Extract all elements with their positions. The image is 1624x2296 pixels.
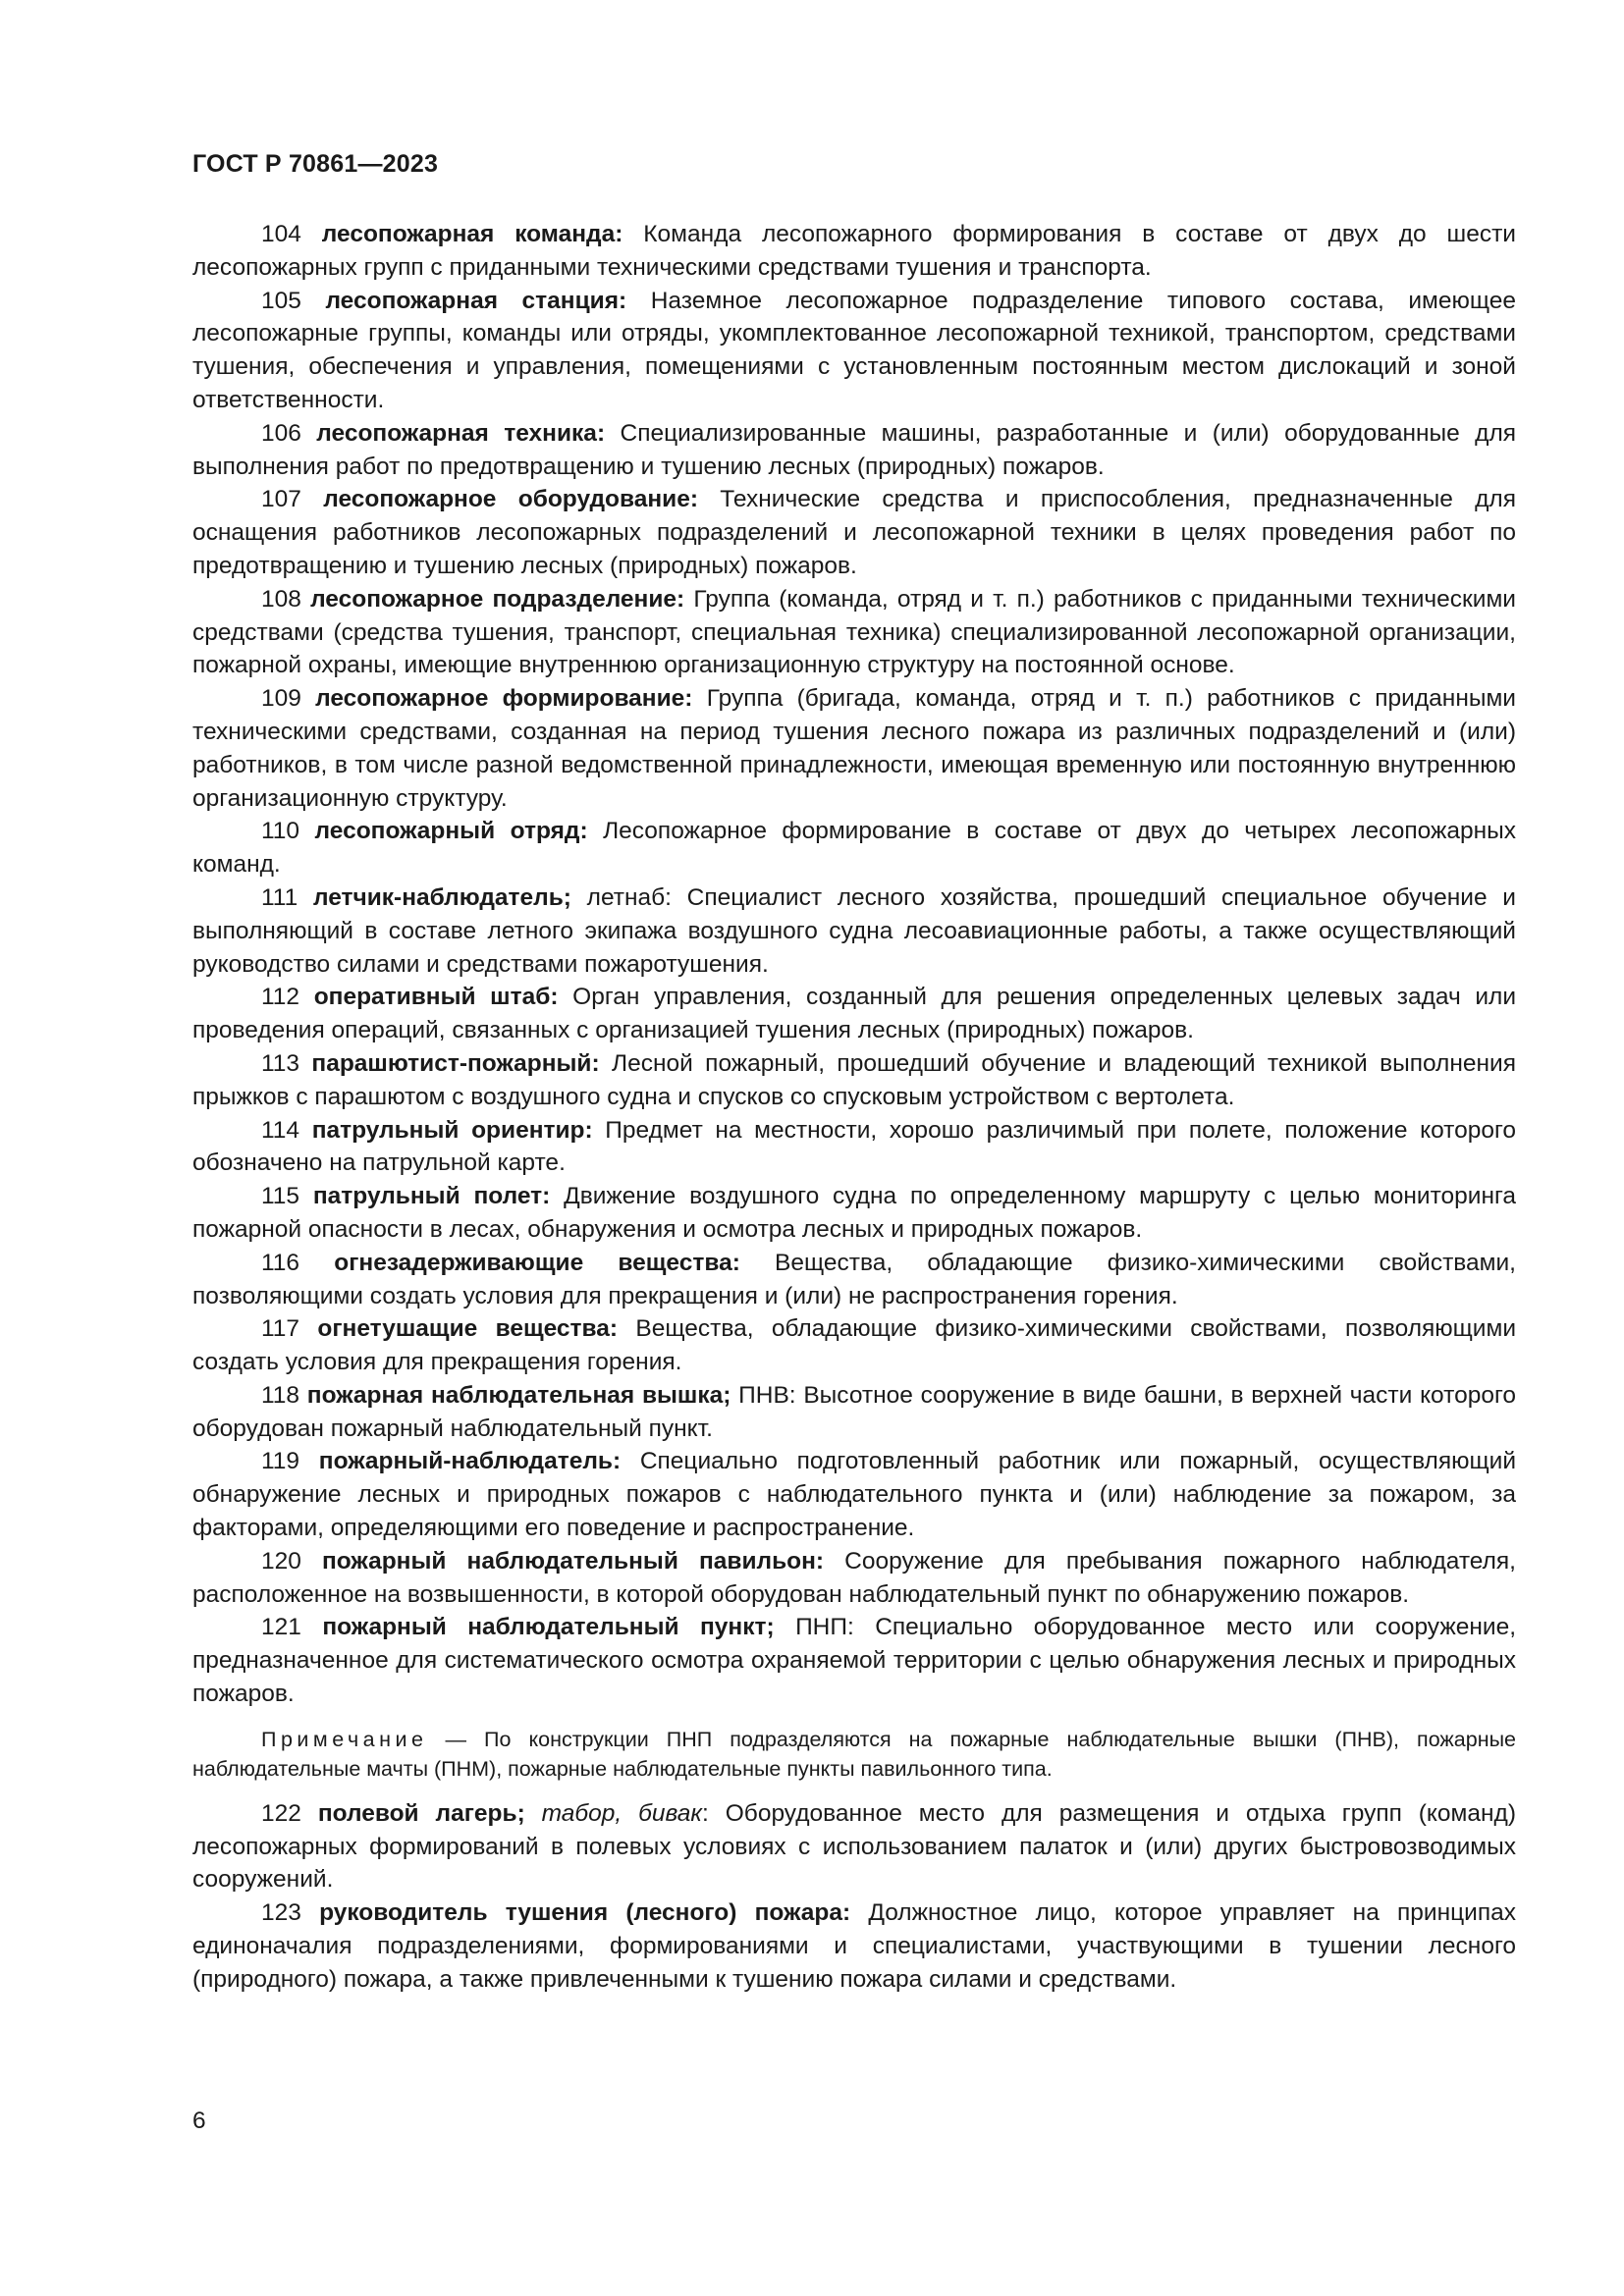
term-separator: : [619,287,627,314]
term-definition: Орган управления, созданный для решения определенных целевых задач или проведения операций, связанных с организацией тушения лесных (природных) пожаров. [192,984,1517,1044]
term-definition: Должностное лицо, которое управляет на принципах единоначалия подразделениями, формированиями и специалистами, участвующими в тушении лесного (природного) пожара, а также привлеченными к тушению пожара силами и средствами. [192,1899,1516,1993]
term-entry-109 [192,682,1516,815]
term-synonym: табор, бивак [524,1799,703,1827]
term-number: 106 [261,419,301,447]
term-definition: Специализированные машины, разработанные и (или) оборудованные для выполнения работ по предотвращению и тушению лесных (природных) пожаров. [192,419,1517,480]
document-id: ГОСТ Р 70861—2023 [192,150,439,178]
term-number: 104 [261,221,301,247]
term-entry-108 [192,583,1516,682]
term-separator: : [841,1899,851,1927]
term-name: пожарная наблюдательная вышка [306,1381,724,1409]
term-number: 110 [261,818,300,845]
note-paragraph [192,1725,1516,1784]
term-name: лесопожарная станция [325,287,620,314]
term-definition: Сооружение для пребывания пожарного наблюдателя, расположенное на возвышенности, в которой оборудован наблюдательный пункт по обнаружению пожаров. [192,1547,1516,1608]
term-definition: Команда лесопожарного формирования в составе от двух до шести лесопожарных групп с приданными техническими средствами тушения и транспорта. [192,221,1516,281]
term-definition: Лесопожарное формирование в составе от двух до четырех лесопожарных команд. [192,818,1516,879]
term-definition: летнаб: Специалист лесного хозяйства, прошедший специальное обучение и выполняющий в составе летного экипажа воздушного судна лесоавиационные работы, а также осуществляющий руководство силами и средствами пожаротушения. [192,883,1516,978]
term-separator: : [609,1315,619,1343]
term-name: лесопожарное оборудование [323,486,690,513]
term-definition: Группа (команда, отряд и т. п.) работников с приданными техническими средствами (средства тушения, транспорт, специальная техника) специализированной лесопожарной организации, пожарной охраны, имеющие внутреннюю организационную структуру на постоянной основе. [192,585,1516,679]
term-separator: : [591,1049,600,1077]
term-entry-106 [192,417,1516,484]
term-number: 119 [261,1448,300,1475]
document-header [192,150,438,179]
term-number: 107 [261,486,301,513]
term-definition: Предмет на местности, хорошо различимый при полете, положение которого обозначено на патрульной карте. [192,1116,1516,1177]
term-definition: Специально подготовленный работник или пожарный, осуществляющий обнаружение лесных и природных пожаров с наблюдательного пункта и (или) наблюдение за пожаром, за факторами, определяющими его поведение и распространение. [192,1448,1516,1542]
term-number: 111 [261,883,298,911]
term-separator: : [550,984,559,1011]
term-number: 116 [261,1249,300,1276]
term-definition: Лесной пожарный, прошедший обучение и владеющий техникой выполнения прыжков с парашютом с воздушного судна и спусков со спусковым устройством с вертолета. [192,1049,1516,1110]
term-separator: : [684,685,693,713]
term-name: огнетушащие вещества [317,1315,610,1343]
term-definition: : Оборудованное место для размещения и отдыха групп (команд) лесопожарных формирований в полевых условиях с использованием палаток и (или) других быстровозводимых сооружений. [192,1799,1517,1894]
term-separator: : [689,486,698,513]
term-definition: Наземное лесопожарное подразделение типового состава, имеющее лесопожарные группы, команды или отряды, укомплектованное лесопожарной техникой, транспортом, средствами тушения, обеспечения и управления, помещениями с установленным постоянным местом дислокаций и зоной ответственности. [192,287,1516,413]
term-separator: ; [563,883,571,911]
term-entry-112 [192,981,1516,1047]
term-separator: ; [516,1799,525,1827]
term-entry-110 [192,815,1516,881]
term-name: пожарный наблюдательный пункт [322,1614,767,1641]
term-number: 118 [261,1381,300,1409]
term-name: пожарный наблюдательный павильон [321,1547,816,1575]
term-separator: : [579,818,588,845]
term-separator: : [584,1116,593,1144]
term-number: 109 [261,685,301,713]
term-name: парашютист-пожарный [311,1049,592,1077]
term-name: патрульный полет [312,1183,543,1210]
term-entry-122 [192,1797,1516,1896]
term-name: оперативный штаб [313,984,551,1011]
term-separator: : [596,419,606,447]
terms-list-122-123 [192,1797,1516,1997]
term-definition: Технические средства и приспособления, предназначенные для оснащения работников лесопожарных подразделений и лесопожарной техники в целях проведения работ по предотвращению и тушению лесных (природных) пожаров. [192,486,1516,579]
term-name: полевой лагерь [317,1799,517,1827]
term-separator: : [542,1183,551,1210]
term-definition: Вещества, обладающие физико-химическими свойствами, позволяющими создать условия для прекращения горения. [192,1315,1517,1376]
terms-section [192,218,1516,1997]
term-name: лесопожарное подразделение [310,585,677,613]
term-name: лесопожарная команда [321,221,616,247]
term-definition: ПНВ: Высотное сооружение в виде башни, в верхней части которого оборудован пожарный наблюдательный пункт. [192,1381,1516,1442]
term-entry-116 [192,1247,1516,1313]
term-name: огнезадерживающие вещества [334,1249,732,1276]
term-number: 121 [261,1614,301,1641]
term-number: 112 [261,984,300,1011]
term-entry-107 [192,483,1516,582]
term-separator: : [612,1448,622,1475]
term-entry-123 [192,1896,1516,1996]
term-entry-113 [192,1047,1516,1114]
term-entry-119 [192,1445,1516,1544]
term-number: 122 [261,1799,301,1827]
term-name: лесопожарный отряд [314,818,580,845]
term-number: 114 [261,1116,300,1144]
page-number: 6 [192,2108,206,2134]
term-entry-121 [192,1611,1516,1710]
term-number: 120 [261,1547,301,1575]
term-name: лесопожарное формирование [315,685,685,713]
term-number: 108 [261,585,301,613]
note-text: — По конструкции ПНП подразделяются на пожарные наблюдательные вышки (ПНВ), пожарные наблюдательные мачты (ПНМ), пожарные наблюдательные пункты павильонного типа. [192,1727,1516,1781]
term-definition: ПНП: Специально оборудованное место или сооружение, предназначенное для систематического осмотра охраняемой территории с целью обнаружения лесных и природных пожаров. [192,1614,1516,1708]
term-number: 113 [261,1049,300,1077]
term-separator: ; [766,1614,775,1641]
term-name: пожарный-наблюдатель [318,1448,613,1475]
term-separator: ; [723,1381,731,1409]
term-number: 123 [261,1899,301,1927]
note-label: Примечание [261,1727,428,1751]
term-entry-111 [192,881,1516,981]
term-entry-120 [192,1545,1516,1612]
term-name: руководитель тушения (лесного) пожара [319,1899,842,1927]
term-name: летчик-наблюдатель [312,883,564,911]
term-separator: : [615,221,623,247]
term-entry-117 [192,1312,1516,1379]
term-number: 115 [261,1183,300,1210]
term-definition: Движение воздушного судна по определенному маршруту с целью мониторинга пожарной опасности в лесах, обнаружения и осмотра лесных и природных пожаров. [192,1183,1517,1243]
terms-list-104-121 [192,218,1516,1711]
term-separator: : [731,1249,740,1276]
term-separator: : [677,585,685,613]
term-name: лесопожарная техника [316,419,597,447]
term-definition: Группа (бригада, команда, отряд и т. п.) работников с приданными техническими средствами, созданная на период тушения лесного пожара из различных подразделений и (или) работников, в том числе разной ведомственной принадлежности, имеющая временную или постоянную внутреннюю организационную структуру. [192,685,1516,812]
term-entry-118 [192,1379,1516,1446]
term-number: 105 [261,287,301,314]
term-entry-104 [192,218,1516,285]
term-name: патрульный ориентир [311,1116,585,1144]
term-entry-114 [192,1114,1516,1181]
term-entry-105 [192,285,1516,417]
term-definition: Вещества, обладающие физико-химическими свойствами, позволяющими создать условия для прекращения и (или) не распространения горения. [192,1249,1516,1309]
term-number: 117 [261,1315,300,1343]
term-separator: : [815,1547,825,1575]
term-entry-115 [192,1180,1516,1247]
